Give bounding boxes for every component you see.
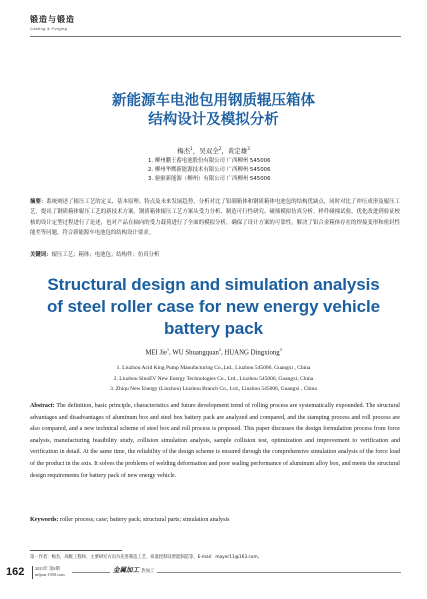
affiliations-en — [0, 363, 427, 395]
keywords-cn-label: 关键词： — [30, 252, 52, 258]
footer-divider — [32, 566, 33, 579]
column-title-en: Casting & Forging — [30, 26, 68, 31]
author-footnote: 第一作者：梅杰，高级工程师，主要研究方向为先进制造工艺、质量控制及智能制造等，E-mail：mayer11@163.com。 — [30, 555, 262, 560]
affiliation-cn-2: 2. 柳州华鹰新能源技术有限公司 广西柳州 545006 — [148, 167, 271, 173]
journal-column-header — [30, 14, 75, 31]
keywords-en-text: roller process; case; battery pack; structural parts; simulation analysis — [59, 517, 230, 523]
author-en-1: MEI Jie — [145, 349, 168, 357]
author-cn-1-aff: 1 — [190, 146, 193, 151]
title-en-line-1: Structural design and simulation analysis — [47, 275, 380, 294]
footnote-rule — [30, 550, 122, 551]
author-separator: ， — [192, 147, 200, 156]
journal-logo — [110, 565, 157, 574]
author-cn-2-aff: 2 — [218, 146, 222, 151]
journal-name: 金属加工 — [113, 566, 139, 574]
column-title-cn: 锻造与锻造 — [30, 15, 75, 24]
author-en-3-aff: 3 — [279, 347, 282, 352]
author-en-3: HUANG Dingxiong — [224, 349, 280, 357]
author-separator: , — [169, 349, 173, 357]
author-cn-2: 吴双全 — [199, 147, 219, 156]
abstract-en — [30, 401, 400, 482]
page-number: 162 — [6, 566, 25, 578]
title-cn-line-2: 结构设计及模拟分析 — [148, 112, 279, 128]
abstract-cn-text: 系统阐述了辊压工艺的定义、基本原理、特点及未来发展趋势，分析对比了铝制箱体和钢质箱体电池包的结构优缺点，同时对比了冲压成形及辊压工艺，提出了钢质箱体辊压工艺的新技术方案。钢质箱体辊压工艺方案从受力分析、制造可行性研究、碰撞模拟仿真分析、样件碰撞试验、优化改进到验证校核的设计定型过程进行了论述，也对产品在轴向的受力载荷进行了全面的模拟分析，确保了设计方案的可靠性，解决了铝合金箱体存在的焊接变形和密封性能差等问题，符合新能源车电池包的结构设计要求。 — [30, 199, 400, 236]
affiliation-en-1: 1. Liuzhou Acid King Pump Manufacturing Co.,Ltd., Liuzhou 545006, Guangxi , China — [116, 365, 311, 371]
author-separator: ， — [221, 147, 228, 156]
author-cn-3-aff: 3 — [247, 146, 250, 151]
affiliations-cn — [148, 157, 271, 184]
keywords-cn — [30, 250, 159, 258]
authors-en — [0, 347, 427, 356]
abstract-en-text: The definition, basic principle, characteristics and future development trend of rolling process are systematically expounded. The structural advantages and disadvantages of aluminum box and steel box battery pack are analyzed and compared, and the stamping process and roll process are also compared, and a new technical scheme of steel box and roll process is proposed. This paper discusses the design formulation process from force analysis, manufacturing feasibility study, collision simulation analysis, sample collision test, optimization and improvement to verification and verification in detail. At the same time, the reliability of the design scheme is ensured through the comprehensive simulation analysis of the force load of the product in the axis. It solves the problems of welding deformation and poor sealing performance of aluminum alloy box, and meets the structural design requirements for battery pack of new energy vehicle. — [30, 403, 400, 479]
author-cn-1: 梅杰 — [177, 147, 191, 156]
affiliation-cn-3: 3. 驱驱新能源（柳州）有限公司 广西柳州 545006 — [148, 176, 271, 182]
affiliation-en-2: 2. Liuzhou SinoEV New Energy Technologies Co., Ltd., Liuzhou 545006, Guangxi, China — [113, 375, 314, 382]
author-cn-3: 黄定雄 — [227, 147, 248, 156]
author-en-1-aff: 1 — [167, 347, 170, 352]
title-en-line-2: of steel roller case for new energy vehicle — [46, 297, 380, 316]
keywords-en-label: Keywords: — [30, 517, 59, 523]
author-en-2-aff: 2 — [218, 347, 221, 352]
keywords-en — [30, 517, 400, 523]
affiliation-cn-1: 1. 柳州鹏王蓄电池股份有限公司 广西柳州 545006 — [148, 158, 271, 164]
title-en-line-3: battery pack — [164, 319, 263, 338]
abstract-en-label: Abstract: — [30, 403, 55, 409]
keywords-cn-text: 辊压工艺；箱体；电池包；结构件；仿真分析 — [51, 252, 160, 258]
title-cn-line-1: 新能源车电池包用钢质辊压箱体 — [112, 93, 315, 109]
journal-subtitle: 热加工 — [141, 569, 155, 574]
affiliation-en-3: 3. Zhiqu New Energy (Liuzhou) Liuzhou Branch Co., Ltd., Liuzhou 545006, Guangxi , China — [110, 386, 317, 392]
header-rule — [30, 36, 401, 37]
author-separator: , — [220, 349, 225, 357]
footer-issue: 2023年 第8期 — [35, 566, 60, 571]
abstract-cn — [30, 197, 400, 238]
footer-issue-info — [35, 566, 65, 578]
footer-website: mfjour.1950.com — [35, 572, 65, 577]
author-en-2: WU Shuangquan — [172, 349, 219, 357]
abstract-cn-label: 摘要： — [30, 199, 47, 205]
authors-cn — [0, 146, 427, 155]
